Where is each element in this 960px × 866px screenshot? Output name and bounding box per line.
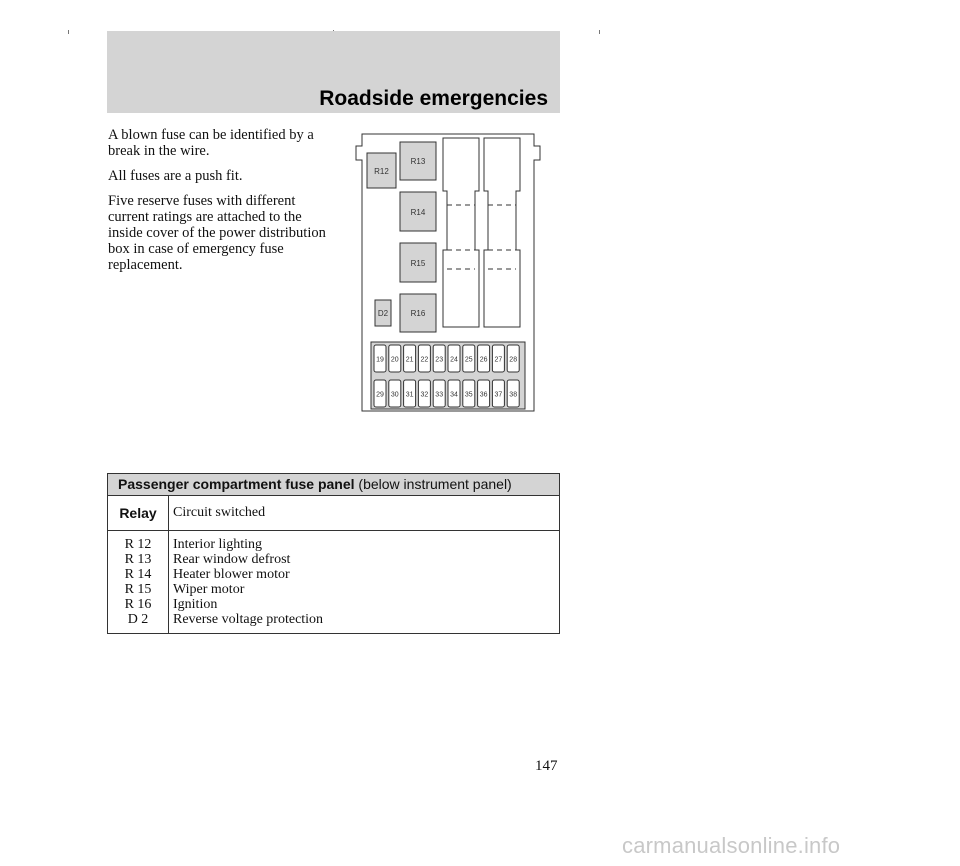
fuse-panel-diagram (352, 130, 544, 413)
section-title: Roadside emergencies (319, 87, 548, 110)
mini-fuse-label: 22 (420, 356, 429, 364)
circuit-cell: Interior lighting (173, 537, 263, 552)
page-number: 147 (535, 758, 558, 774)
column-header-relay: Relay (108, 496, 169, 530)
circuit-cell: Heater blower motor (173, 567, 290, 582)
circuit-cell: Ignition (173, 597, 218, 612)
mini-fuse-label: 26 (479, 356, 488, 364)
intro-paragraph: Five reserve fuses with different current ratings are attached to the inside cover of the power distribution box in case of emergency fuse replacement. (108, 193, 326, 273)
section-header (107, 31, 560, 113)
mini-fuse-label: 24 (450, 356, 458, 364)
circuit-cell: Rear window defrost (173, 552, 291, 567)
mini-fuse-label: 30 (390, 391, 399, 399)
table-header-row (108, 496, 559, 531)
mini-fuse-label: 33 (435, 391, 444, 399)
mini-fuse-label: 20 (390, 356, 399, 364)
mini-fuse-label: 31 (405, 391, 414, 399)
relay-cell: R 12 (124, 537, 152, 552)
intro-text (108, 127, 333, 282)
mini-fuse-label: 34 (450, 391, 458, 399)
mini-fuse-label: 38 (509, 391, 518, 399)
mini-fuse-label: 28 (509, 356, 518, 364)
mini-fuse-label: 21 (405, 356, 414, 364)
relay-cell: R 13 (124, 552, 152, 567)
relay-cell: D 2 (127, 612, 149, 627)
mini-fuse-label: 25 (464, 356, 473, 364)
maxi-fuse-block (443, 138, 479, 327)
relay-cell: R 14 (124, 567, 152, 582)
mini-fuse-label: 37 (494, 391, 503, 399)
diode-label: D2 (377, 309, 389, 318)
relay-label: R14 (410, 208, 426, 217)
relay-label: R15 (410, 259, 426, 268)
relay-label: R12 (374, 167, 389, 176)
crop-mark (599, 30, 600, 34)
relay-label: R13 (410, 157, 426, 166)
circuit-cell: Wiper motor (173, 582, 245, 597)
mini-fuse-label: 32 (420, 391, 429, 399)
relay-label: R16 (410, 309, 426, 318)
circuit-cell: Reverse voltage protection (173, 612, 324, 627)
crop-mark (68, 30, 69, 34)
intro-paragraph: All fuses are a push fit. (108, 168, 243, 184)
relay-column (108, 531, 169, 634)
table-row (108, 531, 559, 634)
mini-fuse-label: 19 (376, 356, 384, 364)
table-title-bold: Passenger compartment fuse panel (118, 476, 355, 492)
mini-fuse-label: 36 (479, 391, 488, 399)
intro-paragraph: A blown fuse can be identified by a break in the wire. (108, 127, 314, 159)
relay-cell: R 16 (124, 597, 152, 612)
mini-fuse-label: 27 (494, 356, 503, 364)
maxi-fuse-block (484, 138, 520, 327)
mini-fuse-label: 23 (435, 356, 444, 364)
circuit-column (169, 531, 323, 634)
mini-fuse-label: 35 (464, 391, 473, 399)
table-title (108, 474, 559, 496)
watermark: carmanualsonline.info (622, 833, 841, 858)
column-header-circuit: Circuit switched (173, 505, 266, 520)
relay-cell: R 15 (124, 582, 152, 597)
table-title-note: (below instrument panel) (354, 476, 512, 492)
mini-fuse-label: 29 (376, 391, 384, 399)
fuse-table (107, 473, 560, 634)
